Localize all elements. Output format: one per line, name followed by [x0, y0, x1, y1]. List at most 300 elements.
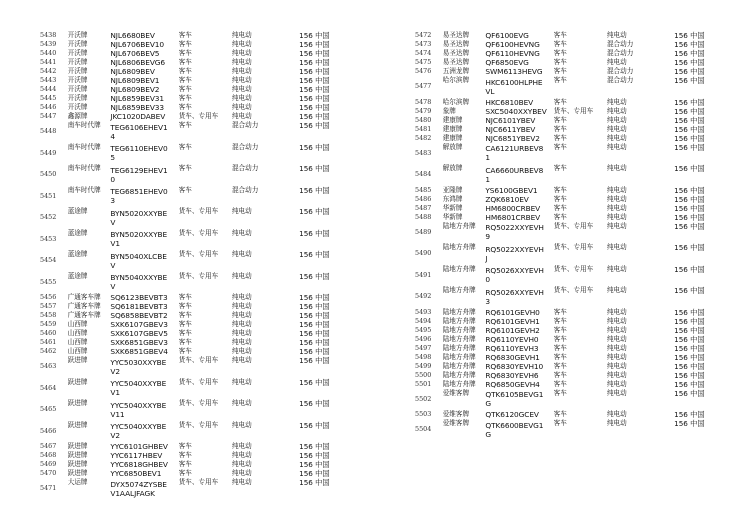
fuel-type: 纯电动 — [231, 302, 252, 310]
country: 156 中国 — [674, 370, 705, 380]
country: 156 中国 — [674, 76, 705, 85]
model-number: QTK6600BEVG1 G — [485, 420, 544, 439]
fuel-type: 纯电动 — [231, 250, 252, 258]
country: 156 中国 — [299, 302, 330, 311]
fuel-type: 混合动力 — [606, 49, 634, 57]
model-number: SQ6123BEVBT3 — [110, 293, 168, 302]
model-number: YYC6101GHBEV — [110, 442, 168, 451]
country: 156 中国 — [299, 49, 330, 58]
vehicle-type: 货车、专用车 — [178, 228, 219, 237]
fuel-type: 纯电动 — [606, 124, 627, 133]
vehicle-type: 货车、专用车 — [553, 286, 594, 294]
fuel-type: 纯电动 — [606, 316, 627, 325]
brand-name: 陆地方舟牌 — [442, 361, 476, 370]
row-number: 5458 — [40, 311, 57, 319]
brand-name: 爱维客牌 — [442, 410, 470, 418]
brand-name: 开沃牌 — [67, 103, 88, 111]
country: 156 中国 — [674, 264, 705, 274]
vehicle-type: 货车、专用车 — [553, 264, 594, 273]
country: 156 中国 — [674, 203, 705, 213]
country: 156 中国 — [299, 228, 330, 238]
vehicle-type: 客车 — [553, 325, 567, 334]
brand-name: 山西牌 — [67, 329, 88, 337]
model-number: RQ6830YEVH10 — [485, 361, 544, 371]
country: 156 中国 — [299, 347, 330, 356]
country: 156 中国 — [674, 31, 705, 40]
brand-name: 跃进牌 — [67, 451, 88, 459]
model-number: QF6100EVG — [485, 31, 529, 40]
country: 156 中国 — [674, 40, 705, 49]
model-number: YYC6117HBEV — [110, 451, 163, 460]
brand-name: 建康牌 — [442, 115, 463, 124]
country: 156 中国 — [674, 379, 705, 389]
table-row — [415, 419, 735, 441]
brand-name: 开沃牌 — [67, 40, 88, 48]
row-number: 5486 — [415, 194, 432, 203]
vehicle-type: 货车、专用车 — [178, 356, 219, 364]
row-number: 5466 — [40, 426, 57, 435]
vehicle-type: 客车 — [553, 361, 567, 370]
model-number: JKC1020DABEV — [110, 112, 166, 121]
brand-name: 陆地方舟牌 — [442, 264, 476, 273]
table-row — [415, 67, 735, 76]
fuel-type: 纯电动 — [231, 311, 252, 319]
fuel-type: 纯电动 — [606, 221, 627, 230]
fuel-type: 纯电动 — [231, 478, 252, 486]
table-row — [415, 143, 735, 165]
model-number: RQ5022XXYEVH J — [485, 244, 544, 263]
fuel-type: 纯电动 — [606, 325, 627, 334]
vehicle-type: 客车 — [553, 124, 567, 133]
fuel-type: 混合动力 — [231, 121, 259, 129]
vehicle-type: 客车 — [178, 85, 192, 93]
brand-name: 南车时代牌 — [67, 185, 101, 194]
row-number: 5444 — [40, 85, 57, 93]
vehicle-type: 客车 — [553, 97, 567, 106]
country: 156 中国 — [299, 164, 330, 173]
row-number: 5441 — [40, 58, 57, 66]
row-number: 5439 — [40, 40, 57, 48]
model-number: HM6801CRBEV — [485, 212, 541, 222]
country: 156 中国 — [299, 399, 330, 408]
fuel-type: 纯电动 — [606, 343, 627, 352]
table-row — [40, 229, 360, 251]
row-number: 5478 — [415, 97, 432, 106]
row-number: 5463 — [40, 362, 57, 371]
vehicle-type: 客车 — [553, 142, 567, 151]
brand-name: 陆地方舟牌 — [442, 352, 476, 361]
row-number: 5491 — [415, 270, 432, 279]
vehicle-type: 客车 — [178, 442, 192, 450]
vehicle-type: 客车 — [553, 343, 567, 352]
brand-name: 爱维客牌 — [442, 388, 470, 397]
vehicle-type: 货车、专用车 — [553, 221, 594, 230]
brand-name: 开沃牌 — [67, 67, 88, 75]
row-number: 5501 — [415, 379, 432, 388]
table-row — [40, 85, 360, 94]
brand-name: 蓝途牌 — [67, 207, 88, 215]
model-number: RQ6830YEVH6 — [485, 370, 539, 380]
model-number: HKC6100HLPHE VL — [485, 77, 543, 96]
vehicle-type: 货车、专用车 — [553, 106, 594, 115]
vehicle-type: 客车 — [178, 347, 192, 355]
fuel-type: 混合动力 — [606, 40, 634, 48]
brand-name: 开沃牌 — [67, 58, 88, 66]
country: 156 中国 — [299, 207, 330, 216]
fuel-type: 纯电动 — [231, 356, 252, 364]
brand-name: 跃进牌 — [67, 420, 88, 429]
brand-name: 跃进牌 — [67, 356, 88, 364]
vehicle-type: 客车 — [553, 334, 567, 343]
fuel-type: 纯电动 — [606, 58, 627, 66]
row-number: 5462 — [40, 347, 57, 355]
table-row — [40, 460, 360, 469]
vehicle-type: 货车、专用车 — [178, 420, 219, 429]
vehicle-type: 客车 — [553, 203, 567, 212]
model-number: RQ6110YEVH3 — [485, 343, 539, 353]
left-column — [40, 31, 360, 500]
model-number: NJL6859BEV33 — [110, 103, 165, 112]
vehicle-type: 客车 — [553, 40, 567, 48]
table-row — [415, 195, 735, 204]
model-number: NJC6851YBEV2 — [485, 133, 540, 143]
country: 156 中国 — [674, 185, 705, 195]
fuel-type: 纯电动 — [606, 286, 627, 294]
table-row — [40, 207, 360, 229]
model-number: QTK6120GCEV — [485, 410, 539, 419]
table-row — [415, 204, 735, 213]
model-number: YYC6850BEV1 — [110, 469, 162, 478]
model-number: BYN5040XXYBE V — [110, 273, 168, 292]
model-number: NJL6809BEV2 — [110, 85, 160, 94]
fuel-type: 纯电动 — [231, 347, 252, 355]
fuel-type: 纯电动 — [606, 419, 627, 427]
model-number: QTK6105BEVG1 G — [485, 390, 544, 409]
fuel-type: 纯电动 — [231, 103, 252, 111]
model-number: YS6100GBEV1 — [485, 185, 538, 195]
model-number: YYC5040XXYBE V2 — [110, 422, 167, 441]
table-row — [415, 317, 735, 326]
brand-name: 大运牌 — [67, 478, 88, 486]
table-row — [40, 143, 360, 165]
country: 156 中国 — [299, 329, 330, 338]
vehicle-type: 客车 — [178, 76, 192, 84]
model-number: RQ6101GEVH2 — [485, 325, 540, 335]
row-number: 5468 — [40, 451, 57, 459]
table-row — [415, 371, 735, 380]
row-number: 5483 — [415, 148, 432, 157]
model-number: QF6100HEVNG — [485, 40, 540, 49]
country: 156 中国 — [674, 49, 705, 58]
country: 156 中国 — [674, 343, 705, 353]
brand-name: 陆地方舟牌 — [442, 334, 476, 343]
vehicle-type: 客车 — [553, 388, 567, 397]
country: 156 中国 — [299, 58, 330, 67]
model-number: CA6660URBEV8 1 — [485, 165, 544, 184]
table-row — [40, 272, 360, 294]
model-number: TEG6851EHEV0 3 — [110, 187, 168, 206]
brand-name: 鑫源牌 — [67, 112, 88, 120]
fuel-type: 纯电动 — [231, 112, 252, 120]
fuel-type: 纯电动 — [231, 451, 252, 459]
vehicle-type: 客车 — [553, 419, 567, 427]
row-number: 5480 — [415, 115, 432, 124]
row-number: 5448 — [40, 127, 57, 136]
vehicle-type: 客车 — [553, 316, 567, 325]
table-row — [415, 76, 735, 98]
row-number: 5473 — [415, 40, 432, 48]
fuel-type: 纯电动 — [606, 388, 627, 397]
row-number: 5493 — [415, 307, 432, 316]
country: 156 中国 — [674, 307, 705, 317]
fuel-type: 纯电动 — [606, 243, 627, 251]
table-row — [40, 442, 360, 451]
country: 156 中国 — [299, 420, 330, 430]
fuel-type: 纯电动 — [231, 49, 252, 57]
vehicle-type: 客车 — [553, 307, 567, 316]
fuel-type: 混合动力 — [231, 164, 259, 172]
country: 156 中国 — [299, 478, 330, 487]
vehicle-type: 货车、专用车 — [178, 207, 219, 215]
vehicle-type: 货车、专用车 — [178, 271, 219, 280]
table-row — [40, 67, 360, 76]
row-number: 5472 — [415, 31, 432, 39]
row-number: 5474 — [415, 49, 432, 57]
vehicle-type: 客车 — [178, 469, 192, 477]
vehicle-type: 客车 — [553, 352, 567, 361]
row-number: 5451 — [40, 191, 57, 200]
country: 156 中国 — [674, 194, 705, 204]
country: 156 中国 — [299, 103, 330, 112]
brand-name: 开沃牌 — [67, 49, 88, 57]
model-number: RQ6110YEVH0 — [485, 334, 539, 344]
country: 156 中国 — [299, 250, 330, 259]
row-number: 5459 — [40, 320, 57, 328]
vehicle-type: 客车 — [553, 49, 567, 57]
brand-name: 广通客车牌 — [67, 302, 101, 310]
vehicle-type: 客车 — [553, 164, 567, 172]
fuel-type: 纯电动 — [231, 420, 252, 429]
table-row — [40, 164, 360, 186]
table-row — [40, 58, 360, 67]
brand-name: 建康牌 — [442, 133, 463, 142]
country: 156 中国 — [674, 361, 705, 371]
country: 156 中国 — [299, 142, 330, 152]
model-number: NJL6706BEV5 — [110, 49, 160, 58]
model-number: HKC6810BEV — [485, 97, 534, 107]
fuel-type: 纯电动 — [231, 399, 252, 407]
table-row — [40, 421, 360, 443]
model-number: NJL6809BEV1 — [110, 76, 160, 85]
country: 156 中国 — [299, 320, 330, 329]
model-number: NJL6706BEV10 — [110, 40, 165, 49]
model-number: DYX5074ZYSBE V1AALJFAGK — [110, 479, 167, 498]
brand-name: 蓝途牌 — [67, 250, 88, 258]
brand-name: 广通客车牌 — [67, 293, 101, 301]
model-number: RQ5026XXYEVH 0 — [485, 266, 544, 285]
model-number: CA6121URBEV8 1 — [485, 144, 544, 163]
country: 156 中国 — [299, 469, 330, 478]
model-number: SXK6851GBEV3 — [110, 338, 168, 347]
vehicle-table-right — [415, 31, 735, 441]
brand-name: 陆地方舟牌 — [442, 325, 476, 334]
table-row — [40, 103, 360, 112]
brand-name: 山西牌 — [67, 320, 88, 328]
model-number: RQ6850GEVH4 — [485, 379, 540, 389]
table-row — [415, 243, 735, 265]
country: 156 中国 — [299, 121, 330, 130]
vehicle-type: 客车 — [178, 103, 192, 111]
table-row — [415, 410, 735, 419]
table-row — [415, 125, 735, 134]
fuel-type: 纯电动 — [606, 31, 627, 39]
fuel-type: 纯电动 — [606, 133, 627, 142]
brand-name: 开沃牌 — [67, 94, 88, 102]
model-number: YYC6818GHBEV — [110, 460, 168, 469]
table-row — [40, 329, 360, 338]
country: 156 中国 — [674, 286, 705, 295]
row-number: 5490 — [415, 249, 432, 258]
brand-name: 易圣达牌 — [442, 40, 470, 48]
brand-name: 陆地方舟牌 — [442, 243, 476, 251]
row-number: 5477 — [415, 82, 432, 91]
fuel-type: 纯电动 — [231, 76, 252, 84]
brand-name: 陆地方舟牌 — [442, 379, 476, 388]
brand-name: 象牌 — [442, 106, 456, 115]
table-row — [415, 380, 735, 389]
row-number: 5487 — [415, 203, 432, 212]
fuel-type: 纯电动 — [606, 185, 627, 194]
fuel-type: 混合动力 — [231, 185, 259, 194]
fuel-type: 纯电动 — [231, 469, 252, 477]
country: 156 中国 — [674, 316, 705, 326]
table-row — [40, 347, 360, 356]
brand-name: 解放牌 — [442, 142, 463, 151]
vehicle-type: 客车 — [553, 370, 567, 379]
table-row — [40, 49, 360, 58]
table-row — [40, 94, 360, 103]
model-number: SXK6107GBEV3 — [110, 320, 168, 329]
model-number: BYN5020XXYBE V — [110, 208, 168, 227]
fuel-type: 纯电动 — [231, 58, 252, 66]
row-number: 5440 — [40, 49, 57, 57]
model-number: BYN5040XLCBE V — [110, 251, 167, 270]
brand-name: 易圣达牌 — [442, 58, 470, 66]
fuel-type: 纯电动 — [231, 329, 252, 337]
vehicle-type: 客车 — [553, 31, 567, 39]
country: 156 中国 — [299, 451, 330, 460]
table-row — [415, 134, 735, 143]
brand-name: 山西牌 — [67, 347, 88, 355]
country: 156 中国 — [299, 356, 330, 365]
fuel-type: 纯电动 — [231, 228, 252, 237]
country: 156 中国 — [674, 106, 705, 116]
fuel-type: 纯电动 — [606, 361, 627, 370]
vehicle-type: 客车 — [553, 185, 567, 194]
vehicle-type: 客车 — [553, 76, 567, 84]
country: 156 中国 — [299, 293, 330, 302]
table-row — [40, 121, 360, 143]
row-number: 5460 — [40, 329, 57, 337]
vehicle-type: 客车 — [553, 379, 567, 388]
country: 156 中国 — [299, 112, 330, 121]
row-number: 5503 — [415, 410, 432, 418]
brand-name: 陆地方舟牌 — [442, 307, 476, 316]
row-number: 5470 — [40, 469, 57, 477]
table-row — [40, 378, 360, 400]
fuel-type: 纯电动 — [231, 31, 252, 39]
vehicle-type: 客车 — [178, 311, 192, 319]
model-number: YYC5030XXYBE V2 — [110, 357, 167, 376]
fuel-type: 纯电动 — [606, 164, 627, 172]
fuel-type: 纯电动 — [606, 379, 627, 388]
table-row — [40, 76, 360, 85]
model-number: YYC5040XXYBE V11 — [110, 400, 167, 419]
fuel-type: 纯电动 — [606, 142, 627, 151]
vehicle-type: 客车 — [553, 58, 567, 66]
fuel-type: 纯电动 — [606, 370, 627, 379]
vehicle-type: 客车 — [178, 451, 192, 459]
country: 156 中国 — [674, 419, 705, 428]
table-row — [40, 302, 360, 311]
brand-name: 亚隆牌 — [442, 185, 463, 194]
country: 156 中国 — [299, 67, 330, 76]
table-row — [415, 286, 735, 308]
country: 156 中国 — [674, 243, 705, 252]
table-row — [40, 31, 360, 40]
fuel-type: 纯电动 — [231, 460, 252, 468]
fuel-type: 纯电动 — [231, 67, 252, 75]
model-number: SXC5040XXYBEV — [485, 106, 547, 116]
brand-name: 易圣达牌 — [442, 31, 470, 39]
brand-name: 跃进牌 — [67, 460, 88, 468]
row-number: 5488 — [415, 212, 432, 221]
country: 156 中国 — [299, 31, 330, 40]
row-number: 5454 — [40, 256, 57, 265]
country: 156 中国 — [674, 352, 705, 362]
brand-name: 哈尔滨牌 — [442, 97, 470, 106]
country: 156 中国 — [674, 124, 705, 134]
table-row — [415, 308, 735, 317]
table-row — [415, 213, 735, 222]
country: 156 中国 — [674, 212, 705, 222]
table-row — [415, 265, 735, 287]
model-number: NJL6806BEVG6 — [110, 58, 166, 67]
table-row — [415, 58, 735, 67]
model-number: BYN5020XXYBE V1 — [110, 230, 168, 249]
vehicle-type: 客车 — [178, 338, 192, 346]
country: 156 中国 — [674, 325, 705, 335]
model-number: QF6110HEVNG — [485, 49, 540, 58]
row-number: 5449 — [40, 148, 57, 157]
row-number: 5502 — [415, 394, 432, 403]
brand-name: 易圣达牌 — [442, 49, 470, 57]
country: 156 中国 — [674, 67, 705, 76]
row-number: 5452 — [40, 213, 57, 222]
model-number: RQ6101GEVH0 — [485, 307, 540, 317]
country: 156 中国 — [674, 115, 705, 125]
table-row — [40, 293, 360, 302]
row-number: 5495 — [415, 325, 432, 334]
brand-name: 解放牌 — [442, 164, 463, 172]
row-number: 5496 — [415, 334, 432, 343]
vehicle-type: 货车、专用车 — [553, 243, 594, 251]
brand-name: 陆地方舟牌 — [442, 221, 476, 230]
model-number: SQ6858BEVBT2 — [110, 311, 168, 320]
table-row — [415, 222, 735, 244]
model-number: YYC5040XXYBE V1 — [110, 379, 167, 398]
row-number: 5485 — [415, 185, 432, 194]
